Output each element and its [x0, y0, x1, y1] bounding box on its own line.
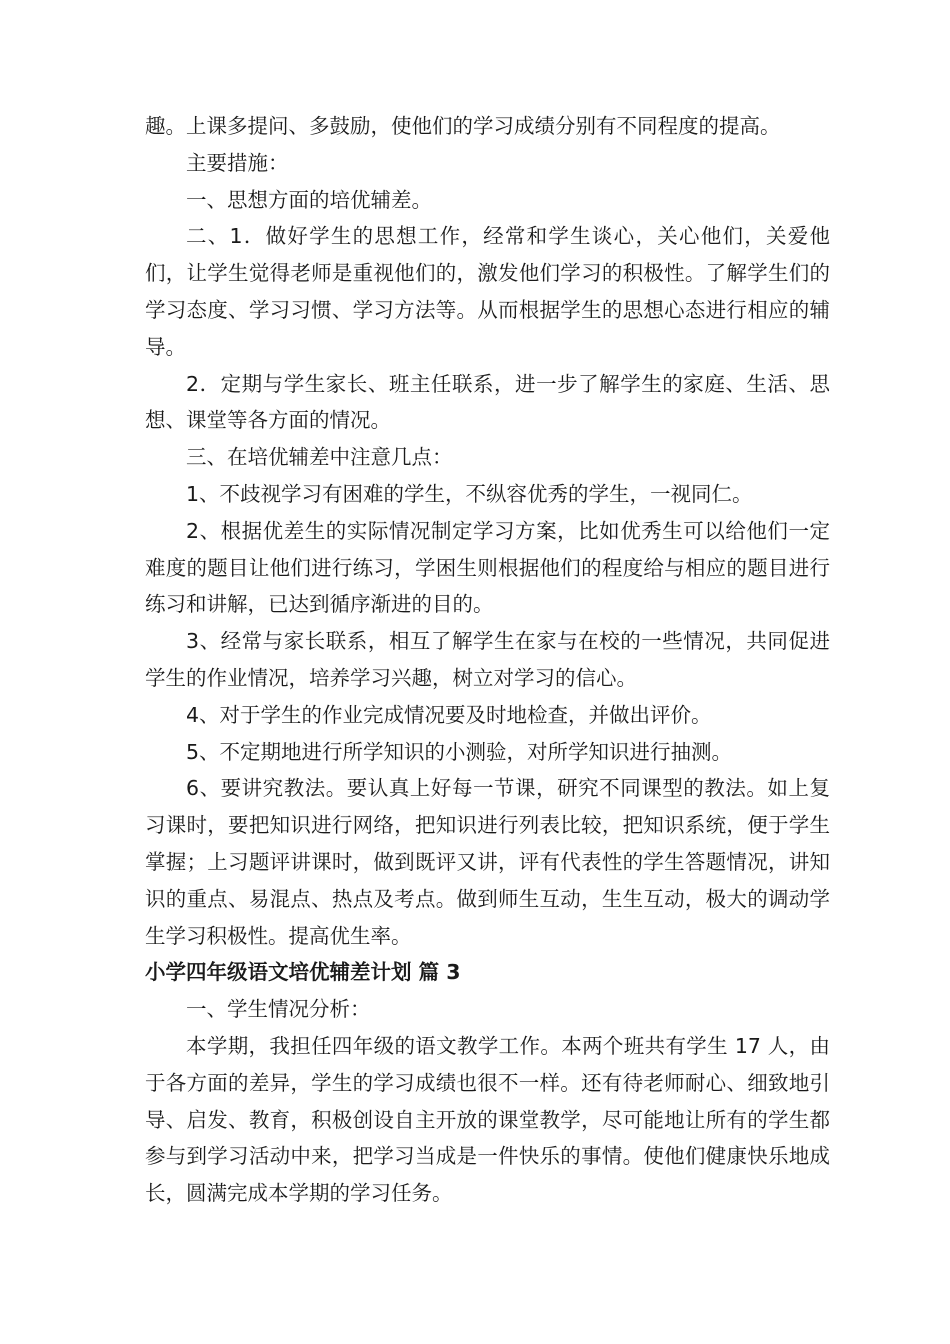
paragraph-student-analysis: 本学期，我担任四年级的语文教学工作。本两个班共有学生 17 人，由于各方面的差异，学生的学习成绩也很不一样。还有待老师耐心、细致地引导、启发、教育，积极创设自主开放的课堂教学，尽可能地让所有的学生都参与到学习活动中来，把学习当成是一件快乐的事情。使他们健康快乐地成长，圆满完成本学期的学习任务。 [145, 1033, 830, 1206]
paragraph-point-5: 5、不定期地进行所学知识的小测验，对所学知识进行抽测。 [186, 739, 733, 764]
paragraph-point-6: 6、要讲究教法。要认真上好每一节课，研究不同课型的教法。如上复习课时，要把知识进行网络，把知识进行列表比较，把知识系统，便于学生掌握；上习题评讲课时，做到既评又讲，评有代表性的学生答题情况，讲知识的重点、易混点、热点及考点。做到师生互动，生生互动，极大的调动学生学习积极性。提高优生率。 [145, 776, 830, 948]
paragraph-contact-parents: 2．定期与学生家长、班主任联系，进一步了解学生的家庭、生活、思想、课堂等各方面的情况。 [145, 371, 830, 433]
paragraph-point-3: 3、经常与家长联系，相互了解学生在家与在校的一些情况，共同促进学生的作业情况，培养学习兴趣，树立对学习的信心。 [145, 629, 830, 690]
paragraph-thought-work: 二、1．做好学生的思想工作，经常和学生谈心，关心他们，关爱他们，让学生觉得老师是重视他们的，激发他们学习的积极性。了解学生们的学习态度、学习习惯、学习方法等。从而根据学生的思想心态进行相应的辅导。 [145, 224, 830, 359]
paragraph-main-measures: 主要措施： [186, 150, 289, 175]
document-body [145, 108, 830, 1212]
paragraph-point-4: 4、对于学生的作业完成情况要及时地检查，并做出评价。 [186, 702, 712, 727]
paragraph-student-analysis-heading: 一、学生情况分析： [186, 997, 371, 1022]
paragraph-continuation: 趣。上课多提问、多鼓励，使他们的学习成绩分别有不同程度的提高。 [145, 114, 781, 138]
section-heading: 小学四年级语文培优辅差计划 篇 3 [145, 960, 461, 985]
paragraph-point-1: 1、不歧视学习有困难的学生，不纵容优秀的学生，一视同仁。 [186, 481, 753, 506]
paragraph-notes-heading: 三、在培优辅差中注意几点： [186, 445, 453, 470]
paragraph-thinking-aspect: 一、思想方面的培优辅差。 [186, 187, 432, 212]
paragraph-point-2: 2、根据优差生的实际情况制定学习方案，比如优秀生可以给他们一定难度的题目让他们进行练习，学困生则根据他们的程度给与相应的题目进行练习和讲解，已达到循序渐进的目的。 [145, 518, 830, 617]
